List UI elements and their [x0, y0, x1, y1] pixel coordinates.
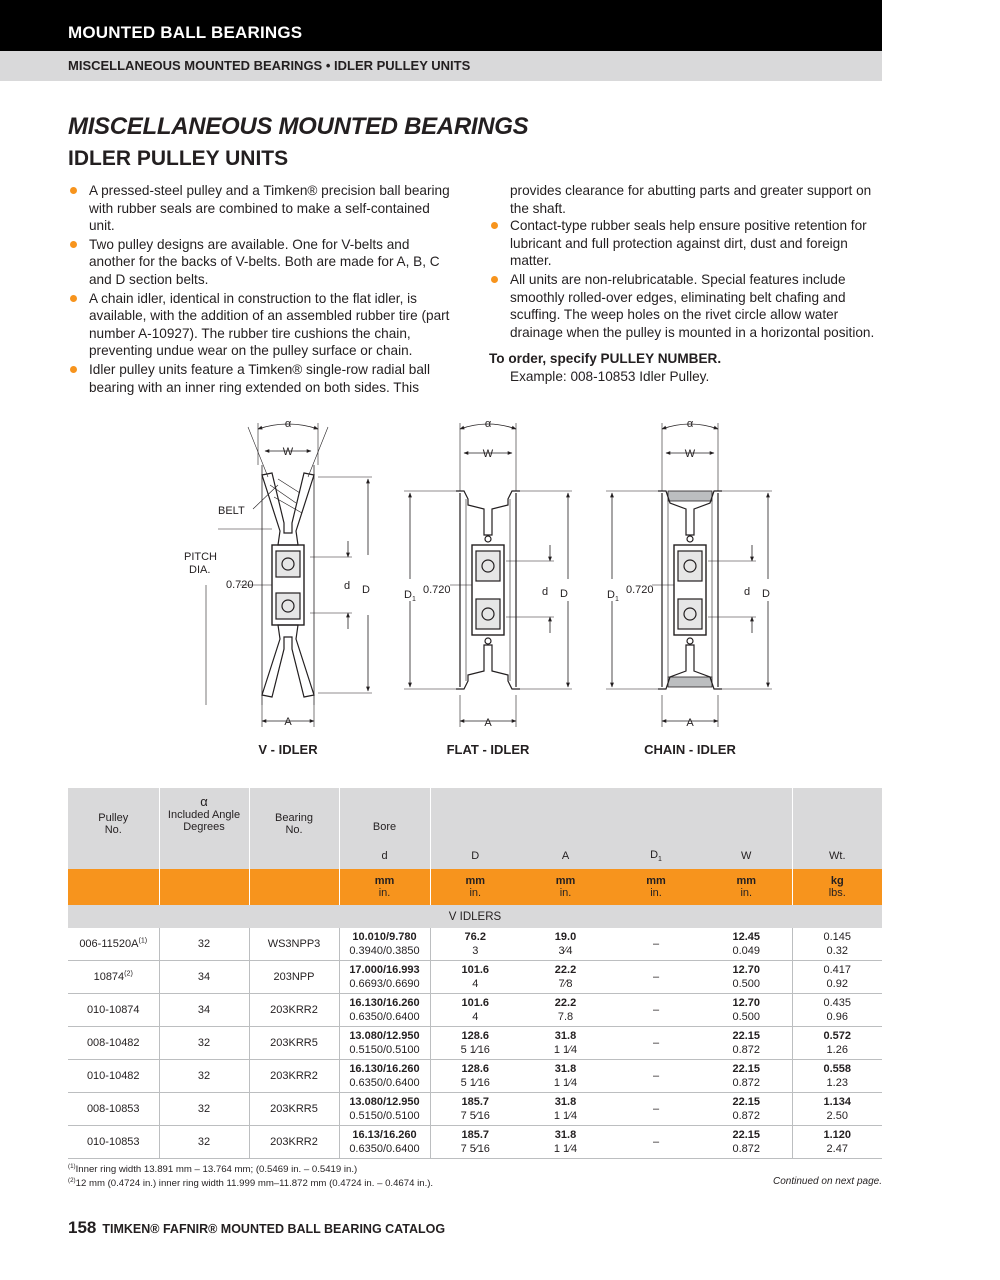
cell-weight: 0.435 0.96	[792, 994, 882, 1027]
cell-bearing: WS3NPP3	[249, 928, 339, 961]
cell-A: 31.8 1 1⁄4	[520, 1093, 611, 1126]
cell-weight: 0.572 1.26	[792, 1027, 882, 1060]
bullet-continuation: provides clearance for abutting parts and greater support on the shaft.	[510, 183, 872, 216]
catalog-name: TIMKEN® FAFNIR® MOUNTED BALL BEARING CATALOG	[102, 1222, 446, 1236]
pitch-label: PITCH	[184, 551, 217, 563]
chain-idler-caption: CHAIN - IDLER	[644, 742, 736, 757]
alpha-label: α	[484, 418, 492, 430]
cell-A: 22.2 7⁄8	[520, 961, 611, 994]
cell-D1: –	[611, 1126, 701, 1159]
header-weight: Wt.	[792, 843, 882, 869]
pitch-label: DIA.	[189, 564, 211, 576]
bullet-dot-icon	[491, 222, 498, 229]
section-label: V IDLERS	[68, 905, 882, 928]
cell-bearing: 203KRR5	[249, 1027, 339, 1060]
cell-angle: 32	[159, 928, 249, 961]
bullet-item: A pressed-steel pulley and a Timken® precision ball bearing with rubber seals are combined to make a self-contained unit.	[68, 182, 453, 235]
a-label: A	[484, 717, 492, 729]
header-bore: Bore	[339, 788, 430, 843]
table-row	[68, 1126, 882, 1159]
table-row	[68, 961, 882, 994]
cell-W: 22.15 0.872	[701, 1126, 792, 1159]
d-label: d	[744, 586, 751, 598]
cell-D1: –	[611, 994, 701, 1027]
v-idler-drawing	[206, 423, 372, 727]
cell-bore: 13.080/12.950 0.5150/0.5100	[339, 1027, 430, 1060]
cell-bore: 16.13/16.260 0.6350/0.6400	[339, 1126, 430, 1159]
cell-A: 31.8 1 1⁄4	[520, 1027, 611, 1060]
w-label: W	[282, 446, 294, 458]
flat-idler-drawing	[404, 423, 572, 727]
d-label: d	[542, 586, 549, 598]
subheader-bar	[0, 51, 882, 81]
cell-angle: 32	[159, 1060, 249, 1093]
header-D1: $D_1$	[611, 843, 701, 869]
d-label: d	[344, 580, 351, 592]
cell-W: 12.45 0.049	[701, 928, 792, 961]
page-subtitle: IDLER PULLEY UNITS	[68, 147, 289, 170]
cell-pulley: 010-10874	[68, 994, 159, 1027]
v-idler-caption: V - IDLER	[258, 742, 318, 757]
D1-label: $D_1$	[607, 589, 619, 603]
cell-pulley: 008-10853	[68, 1093, 159, 1126]
chain-idler-drawing	[606, 423, 772, 727]
header-pulley: Pulley No.	[68, 788, 159, 869]
cell-W: 12.70 0.500	[701, 994, 792, 1027]
cell-weight: 0.558 1.23	[792, 1060, 882, 1093]
table-row	[68, 928, 882, 961]
bullet-dot-icon	[70, 366, 77, 373]
footnote-2: $^{(2)}$12 mm (0.4724 in.) inner ring width 11.999 mm–11.872 mm (0.4724 in. – 0.4674 in.).	[68, 1176, 434, 1189]
cell-angle: 34	[159, 961, 249, 994]
cell-pulley: 010-10482	[68, 1060, 159, 1093]
table-row	[68, 994, 882, 1027]
cell-D: 128.6 5 1⁄16	[430, 1060, 520, 1093]
table-row	[68, 1093, 882, 1126]
cell-weight: 1.134 2.50	[792, 1093, 882, 1126]
bullet-dot-icon	[70, 241, 77, 248]
bullet-item: A chain idler, identical in construction to the flat idler, is available, with the addition of an assembled rubber tire (part number A-10927). The rubber tire cushions the chain, preventing undue wear on the pulley surface or chain.	[68, 290, 453, 360]
cell-D: 128.6 5 1⁄16	[430, 1027, 520, 1060]
right-column	[489, 182, 887, 386]
cell-D1: –	[611, 1093, 701, 1126]
cell-D1: –	[611, 928, 701, 961]
footnote-1: $^{(1)}$Inner ring width 13.891 mm – 13.764 mm; (0.5469 in. – 0.5419 in.)	[68, 1162, 358, 1175]
cell-W: 22.15 0.872	[701, 1060, 792, 1093]
cell-D: 76.2 3	[430, 928, 520, 961]
a-label: A	[686, 717, 694, 729]
w-label: W	[482, 448, 494, 460]
cell-pulley: 010-10853	[68, 1126, 159, 1159]
subsection-title: MISCELLANEOUS MOUNTED BEARINGS • IDLER PULLEY UNITS	[68, 58, 471, 73]
cell-bearing: 203KRR2	[249, 994, 339, 1027]
page-footer	[68, 1218, 445, 1238]
D1-label: $D_1$	[404, 589, 416, 603]
cell-W: 12.70 0.500	[701, 961, 792, 994]
order-example: Example: 008-10853 Idler Pulley.	[510, 368, 710, 384]
cell-weight: 0.417 0.92	[792, 961, 882, 994]
cell-D: 185.7 7 5⁄16	[430, 1093, 520, 1126]
cell-D: 101.6 4	[430, 961, 520, 994]
cell-W: 22.15 0.872	[701, 1027, 792, 1060]
left-column	[68, 182, 453, 397]
cell-pulley: 10874$^{(2)}$	[68, 961, 159, 994]
cell-bearing: 203KRR2	[249, 1060, 339, 1093]
flat-idler-caption: FLAT - IDLER	[446, 742, 530, 757]
cell-A: 31.8 1 1⁄4	[520, 1060, 611, 1093]
continued-note: Continued on next page.	[773, 1176, 882, 1187]
a-label: A	[284, 716, 292, 728]
bullet-item: Idler pulley units feature a Timken® single-row radial ball bearing with an inner ring extended on both sides. This	[68, 361, 453, 396]
cell-bore: 16.130/16.260 0.6350/0.6400	[339, 994, 430, 1027]
data-table	[68, 788, 882, 1159]
page-title: MISCELLANEOUS MOUNTED BEARINGS	[68, 113, 529, 140]
dimension-label: 0.720	[226, 579, 254, 591]
cell-A: 19.0 3⁄4	[520, 928, 611, 961]
table-row	[68, 1027, 882, 1060]
header-bar	[0, 0, 882, 51]
cell-angle: 32	[159, 1093, 249, 1126]
cell-D1: –	[611, 1060, 701, 1093]
cell-W: 22.15 0.872	[701, 1093, 792, 1126]
header-D: D	[430, 843, 520, 869]
section-row	[68, 905, 882, 928]
cell-bearing: 203NPP	[249, 961, 339, 994]
cell-angle: 34	[159, 994, 249, 1027]
bullet-dot-icon	[70, 295, 77, 302]
bullet-item: Two pulley designs are available. One for V-belts and another for the backs of V-belts. Both are made for A, B, C and D section belts.	[68, 236, 453, 289]
header-W: W	[701, 843, 792, 869]
units-row: mm in. mm in. mm in. mm in. mm in. kg lbs.	[68, 869, 882, 905]
cell-bearing: 203KRR2	[249, 1126, 339, 1159]
cell-angle: 32	[159, 1126, 249, 1159]
w-label: W	[684, 448, 696, 460]
cell-pulley: $006-11520A^{(1)}$	[68, 928, 159, 961]
table-body	[68, 928, 882, 1159]
cell-bore: 13.080/12.950 0.5150/0.5100	[339, 1093, 430, 1126]
cell-A: 31.8 1 1⁄4	[520, 1126, 611, 1159]
header-A: A	[520, 843, 611, 869]
page-number: 158	[68, 1218, 97, 1237]
dimension-label: 0.720	[626, 584, 654, 596]
cell-bearing: 203KRR5	[249, 1093, 339, 1126]
bullet-dot-icon	[491, 276, 498, 283]
cell-D1: –	[611, 961, 701, 994]
table-row	[68, 1060, 882, 1093]
D-label: D	[560, 588, 568, 600]
cell-weight: 1.120 2.47	[792, 1126, 882, 1159]
belt-label: BELT	[218, 505, 245, 517]
cell-D1: –	[611, 1027, 701, 1060]
section-title: MOUNTED BALL BEARINGS	[68, 23, 303, 42]
alpha-label: α	[686, 418, 694, 430]
idler-drawings	[0, 405, 1000, 765]
bullet-dot-icon	[70, 187, 77, 194]
dimension-label: 0.720	[423, 584, 451, 596]
cell-A: 22.2 7.8	[520, 994, 611, 1027]
alpha-label: α	[284, 418, 292, 430]
D-label: D	[762, 588, 770, 600]
bullet-item: Contact-type rubber seals help ensure positive retention for lubricant and full protection against dirt, dust and foreign matter.	[489, 217, 887, 270]
cell-D: 185.7 7 5⁄16	[430, 1126, 520, 1159]
cell-bore: 10.010/9.780 0.3940/0.3850	[339, 928, 430, 961]
header-bearing: Bearing No.	[249, 788, 339, 869]
cell-angle: 32	[159, 1027, 249, 1060]
cell-bore: 16.130/16.260 0.6350/0.6400	[339, 1060, 430, 1093]
header-angle: α Included Angle Degrees	[159, 788, 249, 869]
cell-D: 101.6 4	[430, 994, 520, 1027]
cell-bore: 17.000/16.993 0.6693/0.6690	[339, 961, 430, 994]
cell-weight: 0.145 0.32	[792, 928, 882, 961]
header-d: d	[339, 843, 430, 869]
bullet-item: All units are non-relubricatable. Special features include smoothly rolled-over edges, eliminating belt chafing and scuffing. The weep holes on the rivet circle allow water drainage when the pulley is mounted in a horizontal position.	[489, 271, 887, 341]
order-heading: To order, specify PULLEY NUMBER.	[489, 351, 722, 367]
cell-pulley: 008-10482	[68, 1027, 159, 1060]
D-label: D	[362, 584, 370, 596]
